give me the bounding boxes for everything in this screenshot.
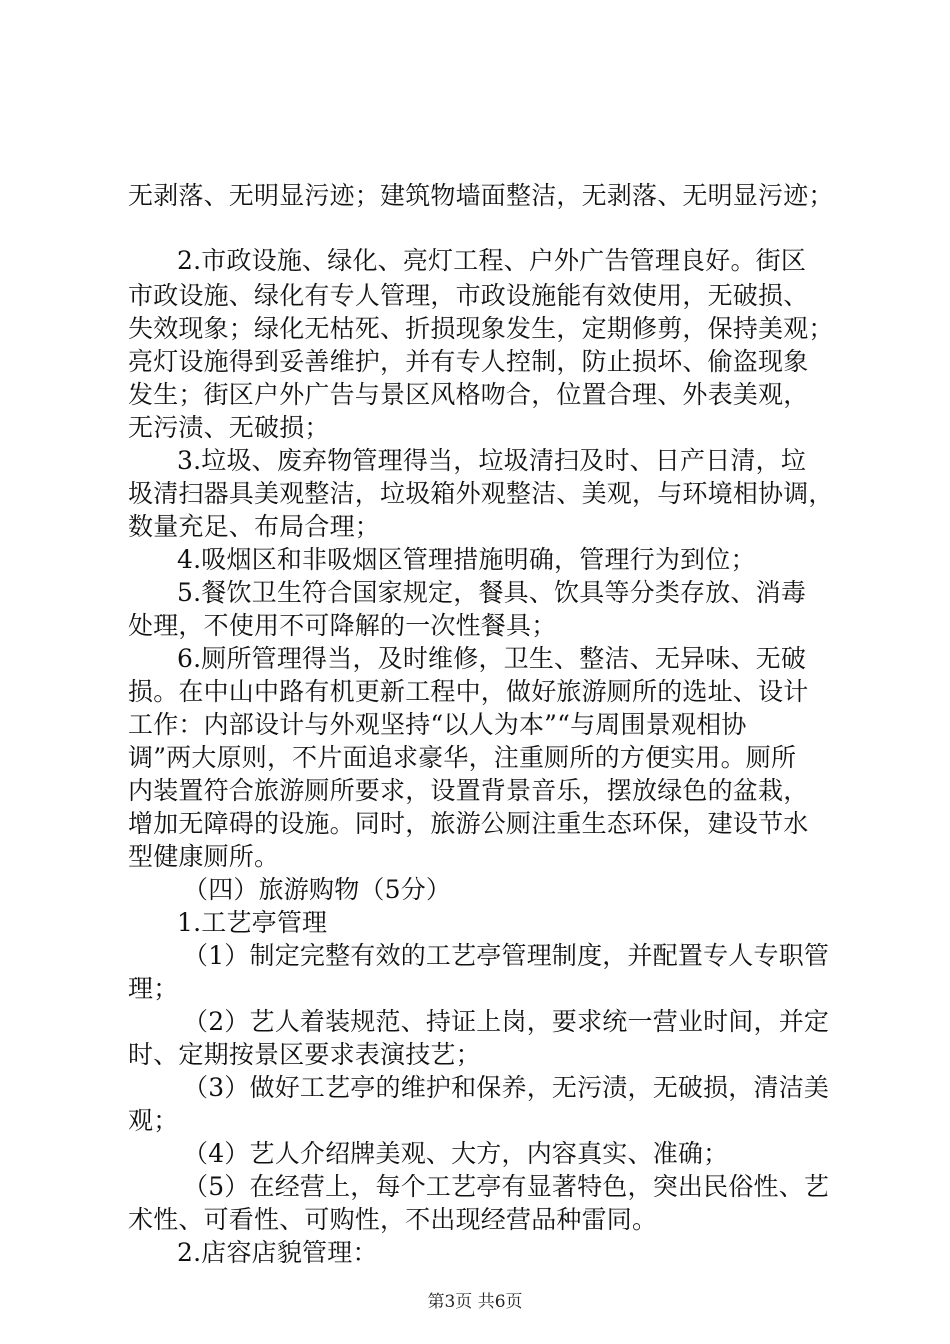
text-line: 失效现象；绿化无枯死、折损现象发生，定期修剪，保持美观；: [128, 314, 834, 343]
text-line: 理；: [128, 974, 179, 1003]
text-line: 术性、可看性、可购性，不出现经营品种雷同。: [128, 1205, 658, 1234]
subsection-heading: 2.店容店貌管理：: [177, 1238, 378, 1267]
text-line: 无剥落、无明显污迹；建筑物墙面整洁，无剥落、无明显污迹；: [128, 181, 834, 210]
text-line: 数量充足、布局合理；: [128, 512, 381, 541]
text-line: （3）做好工艺亭的维护和保养，无污渍，无破损，清洁美: [183, 1073, 830, 1102]
text-line: （5）在经营上，每个工艺亭有显著特色，突出民俗性、艺: [183, 1172, 830, 1201]
text-line: （2）艺人着装规范、持证上岗，要求统一营业时间，并定: [183, 1007, 830, 1036]
section-heading: （四）旅游购物（5分）: [183, 875, 452, 904]
text-line: 2.市政设施、绿化、亮灯工程、户外广告管理良好。街区: [177, 246, 807, 275]
text-line: 4.吸烟区和非吸烟区管理措施明确，管理行为到位；: [177, 545, 756, 574]
text-line: 5.餐饮卫生符合国家规定，餐具、饮具等分类存放、消毒: [177, 578, 807, 607]
text-line: 内装置符合旅游厕所要求，设置背景音乐，摆放绿色的盆栽，: [128, 776, 809, 805]
text-line: 3.垃圾、废弃物管理得当，垃圾清扫及时、日产日清，垃: [177, 446, 807, 475]
text-line: 型健康厕所。: [128, 842, 280, 871]
text-line: 工作：内部设计与外观坚持“以人为本”“与周围景观相协: [128, 710, 747, 739]
text-line: 亮灯设施得到妥善维护，并有专人控制，防止损坏、偷盗现象: [128, 347, 809, 376]
text-line: 无污渍、无破损；: [128, 413, 330, 442]
text-line: 处理，不使用不可降解的一次性餐具；: [128, 611, 557, 640]
text-line: 增加无障碍的设施。同时，旅游公厕注重生态环保，建设节水: [128, 809, 809, 838]
text-line: 调”两大原则，不片面追求豪华，注重厕所的方便实用。厕所: [128, 743, 797, 772]
text-line: 市政设施、绿化有专人管理，市政设施能有效使用，无破损、: [128, 281, 809, 310]
text-line: 圾清扫器具美观整洁，垃圾箱外观整洁、美观，与环境相协调，: [128, 479, 834, 508]
text-line: 时、定期按景区要求表演技艺；: [128, 1040, 481, 1069]
text-line: （4）艺人介绍牌美观、大方，内容真实、准确；: [183, 1139, 729, 1168]
text-line: 损。在中山中路有机更新工程中，做好旅游厕所的选址、设计: [128, 677, 809, 706]
text-line: 观；: [128, 1106, 179, 1135]
text-line: 发生；街区户外广告与景区风格吻合，位置合理、外表美观，: [128, 380, 809, 409]
subsection-heading: 1.工艺亭管理: [177, 908, 328, 937]
page-footer: 第3页 共6页: [427, 1292, 523, 1312]
text-line: 6.厕所管理得当，及时维修，卫生、整洁、无异味、无破: [177, 644, 807, 673]
text-line: （1）制定完整有效的工艺亭管理制度，并配置专人专职管: [183, 941, 830, 970]
